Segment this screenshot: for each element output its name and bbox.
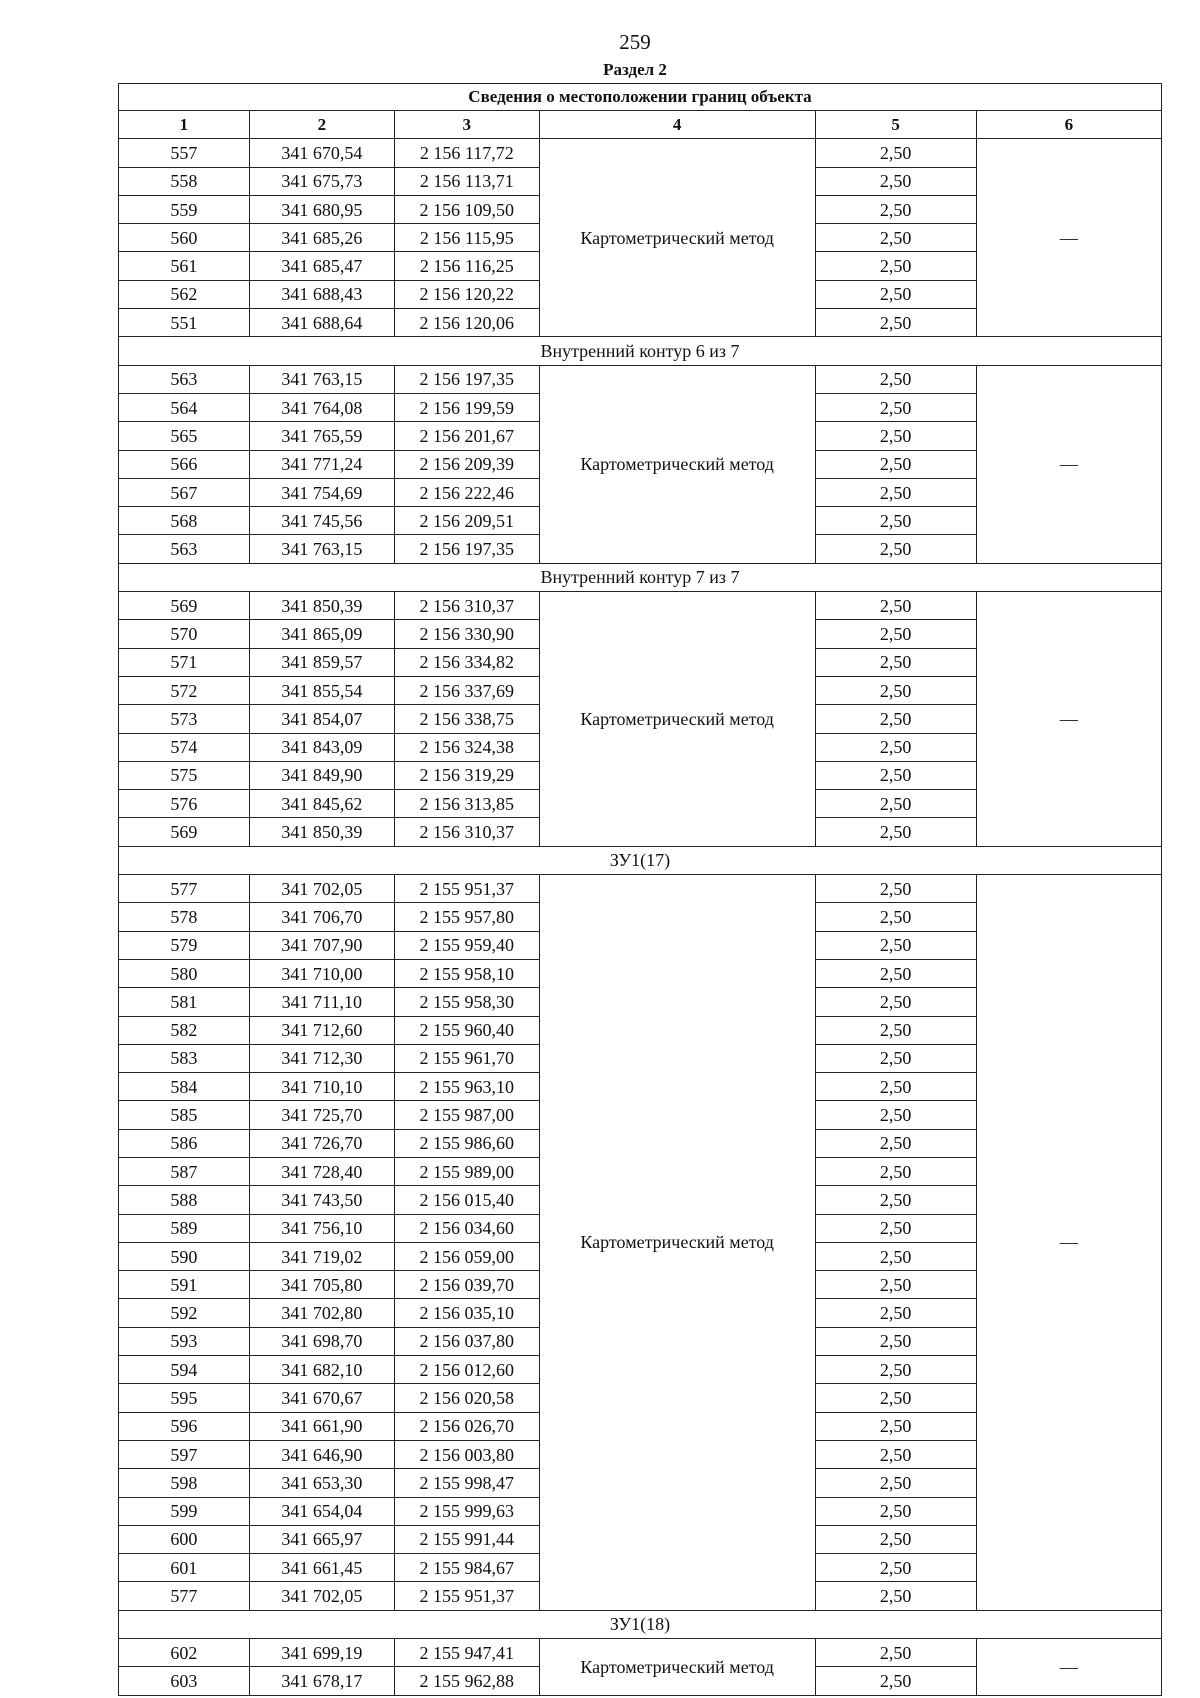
- x-coordinate-cell: 341 843,09: [249, 733, 394, 761]
- point-number-cell: 584: [119, 1073, 250, 1101]
- accuracy-cell: 2,50: [815, 365, 976, 393]
- group-label: Внутренний контур 7 из 7: [119, 563, 1162, 591]
- accuracy-cell: 2,50: [815, 592, 976, 620]
- group-header-row: [119, 563, 1162, 591]
- x-coordinate-cell: 341 685,47: [249, 252, 394, 280]
- point-number-cell: 575: [119, 761, 250, 789]
- table-row: [119, 365, 1162, 393]
- accuracy-cell: 2,50: [815, 1356, 976, 1384]
- table-row: [119, 592, 1162, 620]
- column-6-cell: —: [976, 139, 1161, 337]
- y-coordinate-cell: 2 156 113,71: [394, 167, 539, 195]
- accuracy-cell: 2,50: [815, 959, 976, 987]
- point-number-cell: 557: [119, 139, 250, 167]
- x-coordinate-cell: 341 859,57: [249, 648, 394, 676]
- point-number-cell: 597: [119, 1440, 250, 1468]
- y-coordinate-cell: 2 156 222,46: [394, 478, 539, 506]
- point-number-cell: 586: [119, 1129, 250, 1157]
- accuracy-cell: 2,50: [815, 167, 976, 195]
- y-coordinate-cell: 2 155 951,37: [394, 875, 539, 903]
- point-number-cell: 563: [119, 535, 250, 563]
- y-coordinate-cell: 2 155 951,37: [394, 1582, 539, 1610]
- accuracy-cell: 2,50: [815, 1101, 976, 1129]
- column-header: 1: [119, 111, 250, 139]
- accuracy-cell: 2,50: [815, 1044, 976, 1072]
- x-coordinate-cell: 341 670,54: [249, 139, 394, 167]
- y-coordinate-cell: 2 156 334,82: [394, 648, 539, 676]
- x-coordinate-cell: 341 702,05: [249, 875, 394, 903]
- accuracy-cell: 2,50: [815, 988, 976, 1016]
- x-coordinate-cell: 341 646,90: [249, 1440, 394, 1468]
- y-coordinate-cell: 2 155 958,30: [394, 988, 539, 1016]
- column-header-row: [119, 111, 1162, 139]
- point-number-cell: 585: [119, 1101, 250, 1129]
- point-number-cell: 593: [119, 1327, 250, 1355]
- y-coordinate-cell: 2 155 958,10: [394, 959, 539, 987]
- boundary-coordinates-table: [118, 83, 1162, 1696]
- accuracy-cell: 2,50: [815, 1554, 976, 1582]
- x-coordinate-cell: 341 854,07: [249, 705, 394, 733]
- x-coordinate-cell: 341 710,10: [249, 1073, 394, 1101]
- point-number-cell: 561: [119, 252, 250, 280]
- method-cell: Картометрический метод: [539, 1639, 815, 1696]
- y-coordinate-cell: 2 156 319,29: [394, 761, 539, 789]
- point-number-cell: 601: [119, 1554, 250, 1582]
- point-number-cell: 577: [119, 875, 250, 903]
- y-coordinate-cell: 2 156 034,60: [394, 1214, 539, 1242]
- table-row: [119, 875, 1162, 903]
- x-coordinate-cell: 341 661,90: [249, 1412, 394, 1440]
- accuracy-cell: 2,50: [815, 1271, 976, 1299]
- method-cell: Картометрический метод: [539, 365, 815, 563]
- column-header: 2: [249, 111, 394, 139]
- column-header: 5: [815, 111, 976, 139]
- x-coordinate-cell: 341 711,10: [249, 988, 394, 1016]
- accuracy-cell: 2,50: [815, 535, 976, 563]
- point-number-cell: 570: [119, 620, 250, 648]
- accuracy-cell: 2,50: [815, 1497, 976, 1525]
- point-number-cell: 581: [119, 988, 250, 1016]
- point-number-cell: 572: [119, 676, 250, 704]
- x-coordinate-cell: 341 699,19: [249, 1639, 394, 1667]
- accuracy-cell: 2,50: [815, 761, 976, 789]
- point-number-cell: 583: [119, 1044, 250, 1072]
- x-coordinate-cell: 341 678,17: [249, 1667, 394, 1695]
- accuracy-cell: 2,50: [815, 478, 976, 506]
- x-coordinate-cell: 341 706,70: [249, 903, 394, 931]
- x-coordinate-cell: 341 682,10: [249, 1356, 394, 1384]
- x-coordinate-cell: 341 675,73: [249, 167, 394, 195]
- accuracy-cell: 2,50: [815, 1469, 976, 1497]
- accuracy-cell: 2,50: [815, 875, 976, 903]
- y-coordinate-cell: 2 155 991,44: [394, 1525, 539, 1553]
- x-coordinate-cell: 341 743,50: [249, 1186, 394, 1214]
- point-number-cell: 582: [119, 1016, 250, 1044]
- x-coordinate-cell: 341 849,90: [249, 761, 394, 789]
- accuracy-cell: 2,50: [815, 224, 976, 252]
- y-coordinate-cell: 2 156 337,69: [394, 676, 539, 704]
- accuracy-cell: 2,50: [815, 195, 976, 223]
- accuracy-cell: 2,50: [815, 1157, 976, 1185]
- point-number-cell: 589: [119, 1214, 250, 1242]
- x-coordinate-cell: 341 702,05: [249, 1582, 394, 1610]
- x-coordinate-cell: 341 763,15: [249, 365, 394, 393]
- method-cell: Картометрический метод: [539, 139, 815, 337]
- point-number-cell: 558: [119, 167, 250, 195]
- point-number-cell: 567: [119, 478, 250, 506]
- y-coordinate-cell: 2 156 117,72: [394, 139, 539, 167]
- y-coordinate-cell: 2 155 961,70: [394, 1044, 539, 1072]
- point-number-cell: 568: [119, 507, 250, 535]
- accuracy-cell: 2,50: [815, 393, 976, 421]
- x-coordinate-cell: 341 850,39: [249, 818, 394, 846]
- y-coordinate-cell: 2 156 115,95: [394, 224, 539, 252]
- y-coordinate-cell: 2 156 310,37: [394, 592, 539, 620]
- accuracy-cell: 2,50: [815, 1384, 976, 1412]
- point-number-cell: 595: [119, 1384, 250, 1412]
- section-title: Раздел 2: [603, 60, 667, 79]
- accuracy-cell: 2,50: [815, 309, 976, 337]
- point-number-cell: 600: [119, 1525, 250, 1553]
- table-caption-row: [119, 84, 1162, 111]
- y-coordinate-cell: 2 156 330,90: [394, 620, 539, 648]
- accuracy-cell: 2,50: [815, 676, 976, 704]
- method-cell: Картометрический метод: [539, 592, 815, 847]
- accuracy-cell: 2,50: [815, 1639, 976, 1667]
- point-number-cell: 562: [119, 280, 250, 308]
- y-coordinate-cell: 2 156 324,38: [394, 733, 539, 761]
- group-header-row: [119, 846, 1162, 874]
- y-coordinate-cell: 2 156 015,40: [394, 1186, 539, 1214]
- x-coordinate-cell: 341 707,90: [249, 931, 394, 959]
- y-coordinate-cell: 2 155 998,47: [394, 1469, 539, 1497]
- accuracy-cell: 2,50: [815, 1214, 976, 1242]
- x-coordinate-cell: 341 688,43: [249, 280, 394, 308]
- x-coordinate-cell: 341 745,56: [249, 507, 394, 535]
- x-coordinate-cell: 341 754,69: [249, 478, 394, 506]
- y-coordinate-cell: 2 155 986,60: [394, 1129, 539, 1157]
- x-coordinate-cell: 341 756,10: [249, 1214, 394, 1242]
- accuracy-cell: 2,50: [815, 790, 976, 818]
- x-coordinate-cell: 341 719,02: [249, 1242, 394, 1270]
- accuracy-cell: 2,50: [815, 1525, 976, 1553]
- x-coordinate-cell: 341 763,15: [249, 535, 394, 563]
- method-cell: Картометрический метод: [539, 875, 815, 1611]
- x-coordinate-cell: 341 685,26: [249, 224, 394, 252]
- x-coordinate-cell: 341 661,45: [249, 1554, 394, 1582]
- y-coordinate-cell: 2 156 012,60: [394, 1356, 539, 1384]
- x-coordinate-cell: 341 705,80: [249, 1271, 394, 1299]
- y-coordinate-cell: 2 155 959,40: [394, 931, 539, 959]
- y-coordinate-cell: 2 156 338,75: [394, 705, 539, 733]
- table-row: [119, 139, 1162, 167]
- accuracy-cell: 2,50: [815, 733, 976, 761]
- y-coordinate-cell: 2 155 947,41: [394, 1639, 539, 1667]
- x-coordinate-cell: 341 680,95: [249, 195, 394, 223]
- y-coordinate-cell: 2 156 003,80: [394, 1440, 539, 1468]
- y-coordinate-cell: 2 156 209,51: [394, 507, 539, 535]
- accuracy-cell: 2,50: [815, 1582, 976, 1610]
- y-coordinate-cell: 2 156 120,22: [394, 280, 539, 308]
- point-number-cell: 564: [119, 393, 250, 421]
- column-header: 3: [394, 111, 539, 139]
- y-coordinate-cell: 2 156 313,85: [394, 790, 539, 818]
- point-number-cell: 579: [119, 931, 250, 959]
- point-number-cell: 576: [119, 790, 250, 818]
- column-6-cell: —: [976, 365, 1161, 563]
- accuracy-cell: 2,50: [815, 252, 976, 280]
- point-number-cell: 602: [119, 1639, 250, 1667]
- point-number-cell: 590: [119, 1242, 250, 1270]
- column-6-cell: —: [976, 1639, 1161, 1696]
- y-coordinate-cell: 2 156 020,58: [394, 1384, 539, 1412]
- point-number-cell: 598: [119, 1469, 250, 1497]
- y-coordinate-cell: 2 155 962,88: [394, 1667, 539, 1695]
- accuracy-cell: 2,50: [815, 450, 976, 478]
- y-coordinate-cell: 2 156 120,06: [394, 309, 539, 337]
- accuracy-cell: 2,50: [815, 1412, 976, 1440]
- accuracy-cell: 2,50: [815, 705, 976, 733]
- x-coordinate-cell: 341 726,70: [249, 1129, 394, 1157]
- point-number-cell: 573: [119, 705, 250, 733]
- x-coordinate-cell: 341 688,64: [249, 309, 394, 337]
- point-number-cell: 594: [119, 1356, 250, 1384]
- accuracy-cell: 2,50: [815, 903, 976, 931]
- column-6-cell: —: [976, 875, 1161, 1611]
- accuracy-cell: 2,50: [815, 648, 976, 676]
- point-number-cell: 560: [119, 224, 250, 252]
- table-row: [119, 1639, 1162, 1667]
- x-coordinate-cell: 341 665,97: [249, 1525, 394, 1553]
- x-coordinate-cell: 341 710,00: [249, 959, 394, 987]
- x-coordinate-cell: 341 765,59: [249, 422, 394, 450]
- y-coordinate-cell: 2 155 989,00: [394, 1157, 539, 1185]
- column-header: 4: [539, 111, 815, 139]
- x-coordinate-cell: 341 654,04: [249, 1497, 394, 1525]
- accuracy-cell: 2,50: [815, 1129, 976, 1157]
- y-coordinate-cell: 2 155 960,40: [394, 1016, 539, 1044]
- point-number-cell: 563: [119, 365, 250, 393]
- point-number-cell: 551: [119, 309, 250, 337]
- accuracy-cell: 2,50: [815, 1299, 976, 1327]
- x-coordinate-cell: 341 845,62: [249, 790, 394, 818]
- y-coordinate-cell: 2 156 197,35: [394, 535, 539, 563]
- x-coordinate-cell: 341 698,70: [249, 1327, 394, 1355]
- accuracy-cell: 2,50: [815, 620, 976, 648]
- point-number-cell: 566: [119, 450, 250, 478]
- column-6-cell: —: [976, 592, 1161, 847]
- point-number-cell: 578: [119, 903, 250, 931]
- x-coordinate-cell: 341 702,80: [249, 1299, 394, 1327]
- y-coordinate-cell: 2 156 209,39: [394, 450, 539, 478]
- accuracy-cell: 2,50: [815, 1440, 976, 1468]
- y-coordinate-cell: 2 155 957,80: [394, 903, 539, 931]
- column-header: 6: [976, 111, 1161, 139]
- y-coordinate-cell: 2 156 109,50: [394, 195, 539, 223]
- group-label: ЗУ1(17): [119, 846, 1162, 874]
- accuracy-cell: 2,50: [815, 139, 976, 167]
- x-coordinate-cell: 341 712,60: [249, 1016, 394, 1044]
- point-number-cell: 569: [119, 818, 250, 846]
- x-coordinate-cell: 341 728,40: [249, 1157, 394, 1185]
- y-coordinate-cell: 2 156 310,37: [394, 818, 539, 846]
- point-number-cell: 599: [119, 1497, 250, 1525]
- x-coordinate-cell: 341 653,30: [249, 1469, 394, 1497]
- x-coordinate-cell: 341 670,67: [249, 1384, 394, 1412]
- accuracy-cell: 2,50: [815, 280, 976, 308]
- point-number-cell: 577: [119, 1582, 250, 1610]
- x-coordinate-cell: 341 712,30: [249, 1044, 394, 1072]
- accuracy-cell: 2,50: [815, 1073, 976, 1101]
- y-coordinate-cell: 2 156 201,67: [394, 422, 539, 450]
- table-body: [119, 139, 1162, 1695]
- y-coordinate-cell: 2 155 963,10: [394, 1073, 539, 1101]
- x-coordinate-cell: 341 865,09: [249, 620, 394, 648]
- point-number-cell: 592: [119, 1299, 250, 1327]
- y-coordinate-cell: 2 156 116,25: [394, 252, 539, 280]
- accuracy-cell: 2,50: [815, 818, 976, 846]
- point-number-cell: 574: [119, 733, 250, 761]
- x-coordinate-cell: 341 855,54: [249, 676, 394, 704]
- accuracy-cell: 2,50: [815, 1327, 976, 1355]
- y-coordinate-cell: 2 156 199,59: [394, 393, 539, 421]
- group-header-row: [119, 337, 1162, 365]
- accuracy-cell: 2,50: [815, 931, 976, 959]
- point-number-cell: 569: [119, 592, 250, 620]
- y-coordinate-cell: 2 156 037,80: [394, 1327, 539, 1355]
- accuracy-cell: 2,50: [815, 1016, 976, 1044]
- point-number-cell: 571: [119, 648, 250, 676]
- accuracy-cell: 2,50: [815, 1667, 976, 1695]
- y-coordinate-cell: 2 156 035,10: [394, 1299, 539, 1327]
- point-number-cell: 603: [119, 1667, 250, 1695]
- point-number-cell: 587: [119, 1157, 250, 1185]
- point-number-cell: 565: [119, 422, 250, 450]
- accuracy-cell: 2,50: [815, 1242, 976, 1270]
- x-coordinate-cell: 341 850,39: [249, 592, 394, 620]
- point-number-cell: 596: [119, 1412, 250, 1440]
- accuracy-cell: 2,50: [815, 422, 976, 450]
- x-coordinate-cell: 341 764,08: [249, 393, 394, 421]
- group-header-row: [119, 1610, 1162, 1638]
- x-coordinate-cell: 341 725,70: [249, 1101, 394, 1129]
- group-label: Внутренний контур 6 из 7: [119, 337, 1162, 365]
- accuracy-cell: 2,50: [815, 507, 976, 535]
- y-coordinate-cell: 2 156 039,70: [394, 1271, 539, 1299]
- point-number-cell: 559: [119, 195, 250, 223]
- group-label: ЗУ1(18): [119, 1610, 1162, 1638]
- x-coordinate-cell: 341 771,24: [249, 450, 394, 478]
- y-coordinate-cell: 2 155 984,67: [394, 1554, 539, 1582]
- page-number: 259: [619, 30, 651, 54]
- y-coordinate-cell: 2 156 026,70: [394, 1412, 539, 1440]
- table-caption: Сведения о местоположении границ объекта: [119, 84, 1162, 111]
- point-number-cell: 580: [119, 959, 250, 987]
- y-coordinate-cell: 2 156 197,35: [394, 365, 539, 393]
- point-number-cell: 588: [119, 1186, 250, 1214]
- y-coordinate-cell: 2 155 999,63: [394, 1497, 539, 1525]
- point-number-cell: 591: [119, 1271, 250, 1299]
- accuracy-cell: 2,50: [815, 1186, 976, 1214]
- y-coordinate-cell: 2 155 987,00: [394, 1101, 539, 1129]
- y-coordinate-cell: 2 156 059,00: [394, 1242, 539, 1270]
